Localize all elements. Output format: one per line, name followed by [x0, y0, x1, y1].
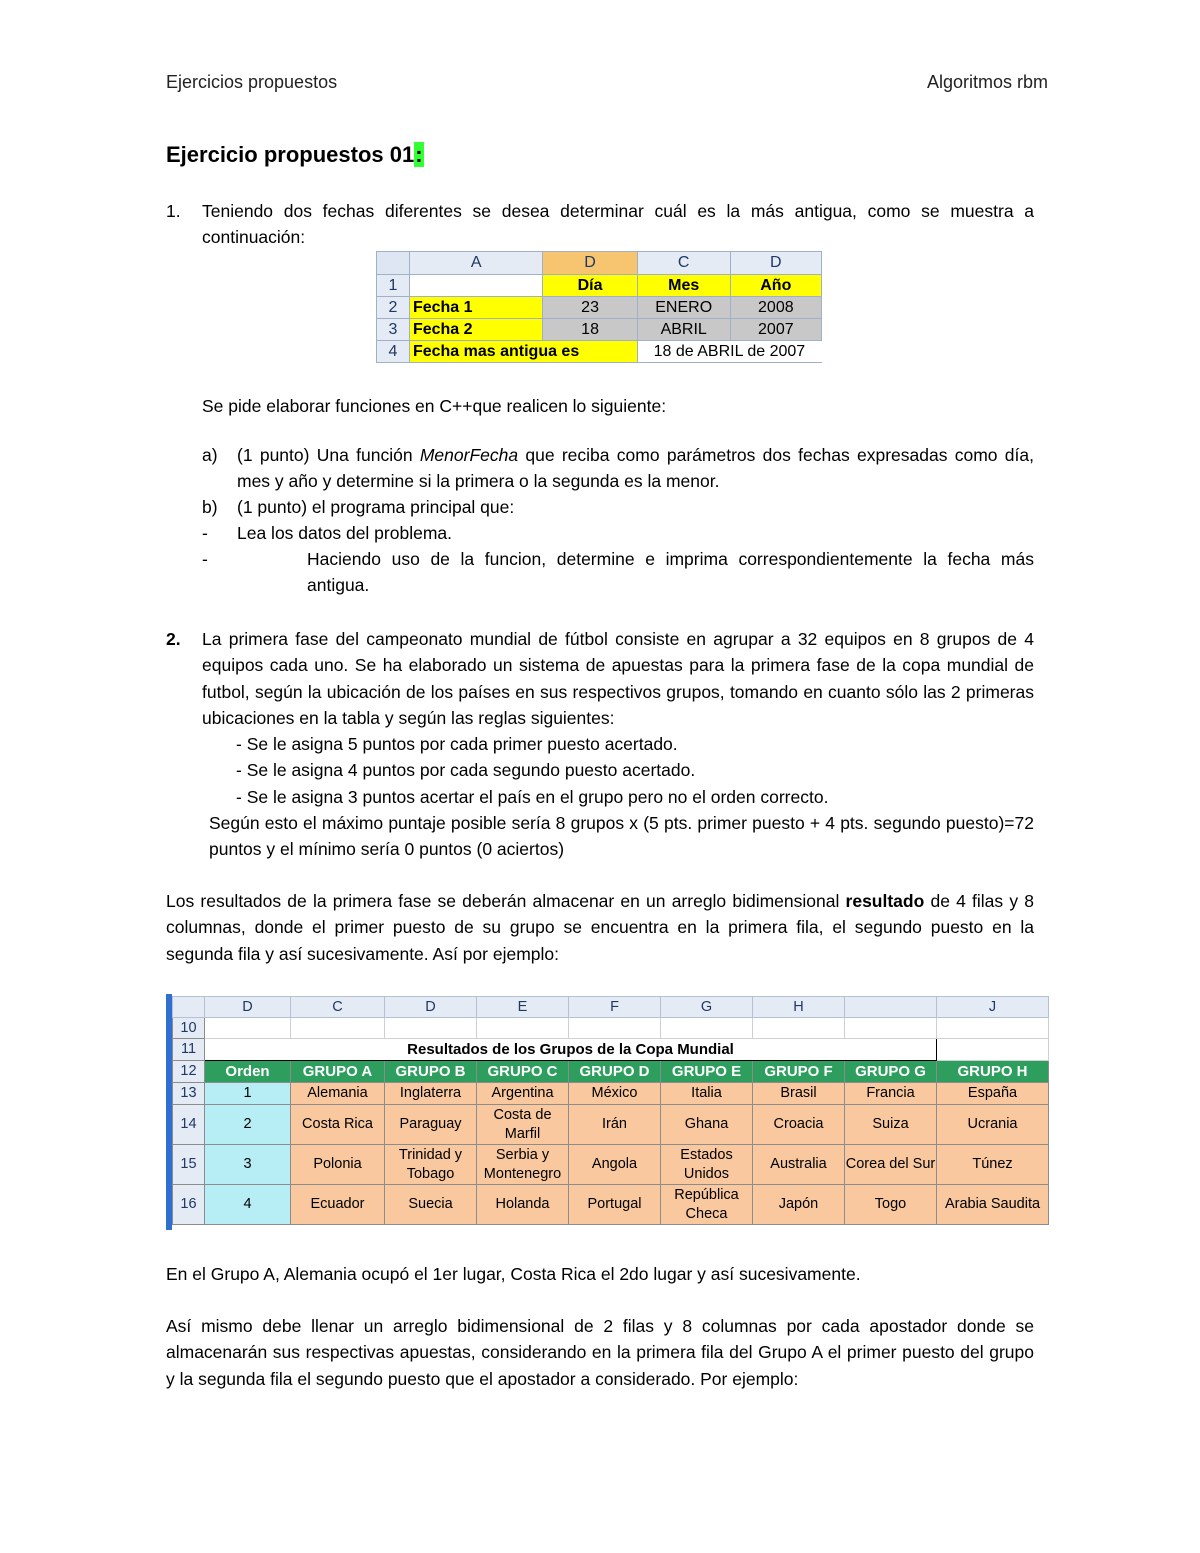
cell	[409, 275, 542, 297]
team-cell: Suecia	[385, 1185, 477, 1225]
sub-a-text-2: que reciba como parámetros dos fechas expresadas como día, mes y año y determine si la primera o la segunda es la menor.	[237, 445, 1035, 492]
row-header: 12	[173, 1061, 205, 1083]
sub-b-text: (1 punto) el programa principal que:	[237, 497, 515, 517]
row-header: 1	[377, 275, 410, 297]
team-cell: Suiza	[845, 1105, 937, 1145]
empty-cell	[205, 1018, 291, 1039]
dash-2: -	[202, 549, 208, 569]
team-cell: Estados Unidos	[661, 1145, 753, 1185]
group-header: GRUPO D	[569, 1061, 661, 1083]
results-paragraph	[166, 888, 1034, 967]
empty-cell	[569, 1018, 661, 1039]
row-header: 3	[377, 319, 410, 341]
col-header	[845, 997, 937, 1018]
team-cell: Costa Rica	[291, 1105, 385, 1145]
team-cell: Japón	[753, 1185, 845, 1225]
team-cell: Paraguay	[385, 1105, 477, 1145]
col-header: E	[477, 997, 569, 1018]
order-cell: 3	[205, 1145, 291, 1185]
team-cell: Argentina	[477, 1083, 569, 1105]
team-cell: República Checa	[661, 1185, 753, 1225]
team-cell: Holanda	[477, 1185, 569, 1225]
item1-text: Teniendo dos fechas diferentes se desea determinar cuál es la más antigua, como se muestra a continuación:	[202, 201, 1034, 248]
team-cell: Arabia Saudita	[937, 1185, 1049, 1225]
title-text: Ejercicio propuestos 01	[166, 142, 415, 167]
cell: 23	[543, 297, 637, 319]
empty-cell	[845, 1018, 937, 1039]
bets-paragraph: Así mismo debe llenar un arreglo bidimensional de 2 filas y 8 columnas por cada apostador donde se almacenarán sus respectivas apuestas, considerando en la primera fila del Grupo A el primer puesto del grupo y la segunda fila el segundo puesto que el apostador a considerado. Por ejemplo:	[166, 1316, 1034, 1389]
groups-spreadsheet	[172, 996, 1049, 1225]
cell: Año	[730, 275, 821, 297]
team-cell: Angola	[569, 1145, 661, 1185]
team-cell: Francia	[845, 1083, 937, 1105]
order-cell: 4	[205, 1185, 291, 1225]
team-cell: Brasil	[753, 1083, 845, 1105]
item1-intro: Se pide elaborar funciones en C++que realicen lo siguiente:	[202, 396, 667, 416]
function-name: MenorFecha	[419, 445, 519, 465]
team-cell: Australia	[753, 1145, 845, 1185]
results-text-1: Los resultados de la primera fase se deberán almacenar en un arreglo bidimensional	[166, 891, 846, 911]
sub-a-label: a)	[202, 445, 218, 465]
col-header: A	[409, 252, 542, 275]
dash-2-text: Haciendo uso de la funcion, determine e imprima correspondientemente la fecha más antigua.	[307, 549, 1034, 596]
cell: ABRIL	[637, 319, 730, 341]
team-cell: Polonia	[291, 1145, 385, 1185]
sub-a-text	[237, 442, 1034, 495]
row-header: 15	[173, 1145, 205, 1185]
team-cell: Italia	[661, 1083, 753, 1105]
group-header: GRUPO H	[937, 1061, 1049, 1083]
rule-2: - Se le asigna 4 puntos por cada segundo puesto acertado.	[236, 760, 696, 780]
corner-cell	[377, 252, 410, 275]
empty-cell	[937, 1039, 1049, 1061]
order-cell: 1	[205, 1083, 291, 1105]
group-header: GRUPO G	[845, 1061, 937, 1083]
team-cell: Inglaterra	[385, 1083, 477, 1105]
order-header: Orden	[205, 1061, 291, 1083]
team-cell: Túnez	[937, 1145, 1049, 1185]
team-cell: España	[937, 1083, 1049, 1105]
order-cell: 2	[205, 1105, 291, 1145]
result-cell: 18 de ABRIL de 2007	[637, 341, 821, 363]
row-header: 4	[377, 341, 410, 363]
team-cell: Corea del Sur	[845, 1145, 937, 1185]
group-header: GRUPO E	[661, 1061, 753, 1083]
dash-1-text: Lea los datos del problema.	[237, 523, 452, 543]
col-header: D	[730, 252, 821, 275]
group-header: GRUPO B	[385, 1061, 477, 1083]
header-right: Algoritmos rbm	[926, 72, 1048, 92]
cell: Fecha mas antigua es	[409, 341, 637, 363]
row-header: 14	[173, 1105, 205, 1145]
date-spreadsheet	[376, 251, 822, 363]
cell: Fecha 2	[409, 319, 542, 341]
row-header: 2	[377, 297, 410, 319]
team-cell: Alemania	[291, 1083, 385, 1105]
empty-cell	[385, 1018, 477, 1039]
sub-a-text-1: (1 punto) Una función	[237, 445, 420, 465]
rule-1: - Se le asigna 5 puntos por cada primer puesto acertado.	[236, 734, 678, 754]
row-header: 16	[173, 1185, 205, 1225]
team-cell: Trinidad y Tobago	[385, 1145, 477, 1185]
item2-text: La primera fase del campeonato mundial de fútbol consiste en agrupar a 32 equipos en 8 grupos de 4 equipos cada uno. Se ha elaborado un sistema de apuestas para la primera fase de la copa mundial de futbol, según la ubicación de los países en sus respectivos grupos, tomando en cuanto sólo las 2 primeras ubicaciones en la tabla y según las reglas siguientes:	[202, 629, 1034, 729]
team-cell: Costa de Marfil	[477, 1105, 569, 1145]
cell: Fecha 1	[409, 297, 542, 319]
col-header: D	[385, 997, 477, 1018]
cell: ENERO	[637, 297, 730, 319]
empty-cell	[753, 1018, 845, 1039]
page-title	[166, 142, 424, 168]
group-header: GRUPO F	[753, 1061, 845, 1083]
col-header: G	[661, 997, 753, 1018]
col-header: C	[637, 252, 730, 275]
team-cell: Ucrania	[937, 1105, 1049, 1145]
col-header: J	[937, 997, 1049, 1018]
empty-cell	[477, 1018, 569, 1039]
group-header: GRUPO C	[477, 1061, 569, 1083]
rule-3: - Se le asigna 3 puntos acertar el país en el grupo pero no el orden correcto.	[236, 787, 829, 807]
team-cell: Croacia	[753, 1105, 845, 1145]
item2-number: 2.	[166, 629, 181, 649]
empty-cell	[661, 1018, 753, 1039]
results-text-2: de 4 filas y 8 columnas, donde el primer puesto de su grupo se encuentra en la primera fila, el segundo puesto en la segunda fila y así sucesivamente. Así por ejemplo:	[166, 891, 1034, 964]
col-header: C	[291, 997, 385, 1018]
cell: 18	[543, 319, 637, 341]
team-cell: México	[569, 1083, 661, 1105]
header-left: Ejercicios propuestos	[166, 72, 338, 92]
row-header: 10	[173, 1018, 205, 1039]
sub-b-label: b)	[202, 497, 218, 517]
cell: Mes	[637, 275, 730, 297]
empty-cell	[291, 1018, 385, 1039]
row-header: 13	[173, 1083, 205, 1105]
col-header: D	[205, 997, 291, 1018]
team-cell: Ghana	[661, 1105, 753, 1145]
team-cell: Irán	[569, 1105, 661, 1145]
table-title: Resultados de los Grupos de la Copa Mundial	[205, 1039, 937, 1061]
max-score-text: Según esto el máximo puntaje posible sería 8 grupos x (5 pts. primer puesto + 4 pts. segundo puesto)=72 puntos y el mínimo sería 0 puntos (0 aciertos)	[209, 813, 1034, 860]
group-header: GRUPO A	[291, 1061, 385, 1083]
cell: 2007	[730, 319, 821, 341]
col-header: F	[569, 997, 661, 1018]
team-cell: Togo	[845, 1185, 937, 1225]
team-cell: Portugal	[569, 1185, 661, 1225]
item1-number: 1.	[166, 201, 181, 221]
results-bold: resultado	[845, 891, 925, 911]
cell: 2008	[730, 297, 821, 319]
cell: Día	[543, 275, 637, 297]
dash-1: -	[202, 523, 208, 543]
col-header: D	[543, 252, 637, 275]
team-cell: Serbia y Montenegro	[477, 1145, 569, 1185]
row-header: 11	[173, 1039, 205, 1061]
col-header: H	[753, 997, 845, 1018]
group-a-paragraph: En el Grupo A, Alemania ocupó el 1er lugar, Costa Rica el 2do lugar y así sucesivamente.	[166, 1264, 861, 1284]
team-cell: Ecuador	[291, 1185, 385, 1225]
empty-cell	[937, 1018, 1049, 1039]
title-colon-highlight: :	[415, 142, 423, 167]
corner-cell	[173, 997, 205, 1018]
